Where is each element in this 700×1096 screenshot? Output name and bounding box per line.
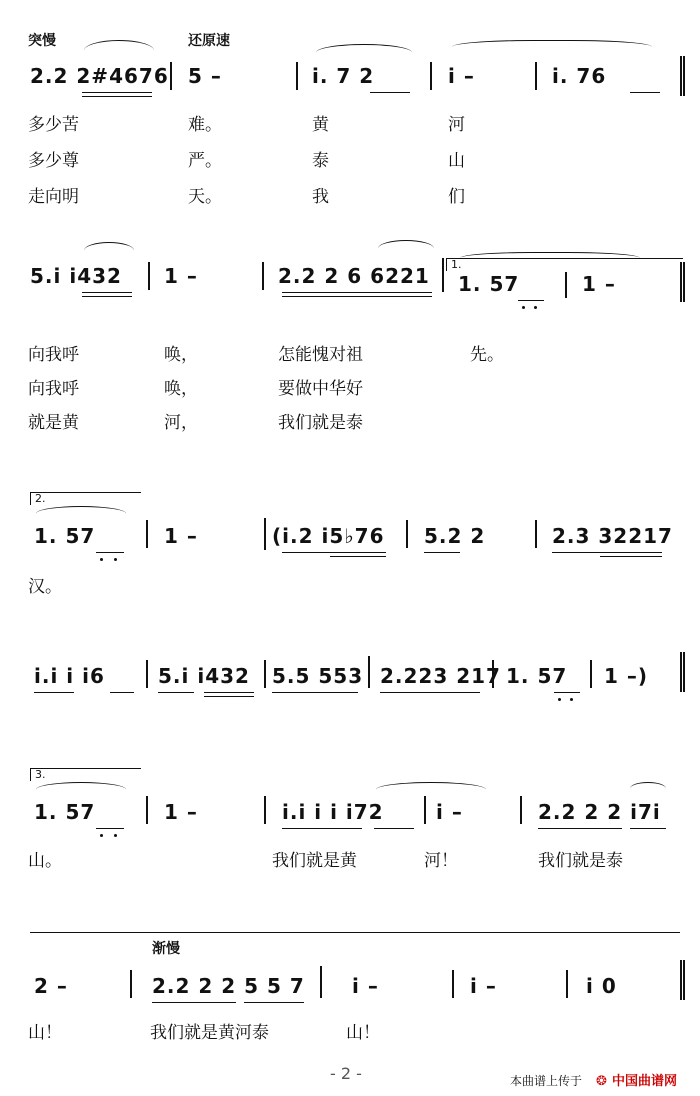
lyric: 山！ bbox=[28, 1023, 62, 1043]
measure: 2.2 2 2 i7i bbox=[538, 800, 661, 824]
underline bbox=[110, 692, 134, 693]
measure: 5.2 2 bbox=[424, 524, 486, 548]
measure: 5.i i432 bbox=[30, 264, 122, 288]
underline bbox=[282, 292, 432, 293]
barline bbox=[566, 970, 568, 998]
underline bbox=[82, 292, 132, 293]
measure: 5.i i432 bbox=[158, 664, 250, 688]
underline bbox=[96, 552, 124, 553]
lyric: 我们就是泰 bbox=[538, 851, 623, 871]
volta-bracket bbox=[30, 492, 141, 505]
lyric: 多少尊 bbox=[28, 151, 79, 171]
lyric: 怎能愧对祖 bbox=[278, 345, 363, 365]
slur bbox=[84, 242, 134, 259]
measure: i – bbox=[448, 64, 475, 88]
barline bbox=[424, 796, 426, 824]
underline bbox=[600, 556, 662, 557]
barline bbox=[148, 262, 150, 290]
lyric: 泰 bbox=[312, 151, 329, 171]
measure: 1 – bbox=[164, 800, 198, 824]
lyric: 我们就是泰 bbox=[278, 413, 363, 433]
octave-dot bbox=[100, 558, 103, 561]
measure: 1. 57 bbox=[34, 800, 96, 824]
tie bbox=[36, 782, 126, 797]
upload-note: 本曲谱上传于 bbox=[510, 1074, 583, 1088]
underline bbox=[82, 92, 152, 93]
volta-bracket bbox=[30, 768, 141, 781]
lyric: 唤， bbox=[164, 379, 198, 399]
site-logo bbox=[596, 1070, 677, 1089]
underline bbox=[630, 828, 666, 829]
underline bbox=[244, 1002, 304, 1003]
underline bbox=[424, 552, 460, 553]
octave-dot bbox=[570, 698, 573, 701]
lyric: 河， bbox=[164, 413, 198, 433]
measure: 1 – bbox=[582, 272, 616, 296]
logo-icon: ❂ bbox=[596, 1074, 607, 1089]
tempo-original: 还原速 bbox=[188, 33, 230, 49]
underline bbox=[552, 552, 662, 553]
barline bbox=[520, 796, 522, 824]
lyric: 山！ bbox=[346, 1023, 380, 1043]
final-barline bbox=[680, 960, 689, 1000]
volta-number: 1. bbox=[451, 258, 462, 271]
underline bbox=[158, 692, 194, 693]
barline bbox=[442, 258, 444, 292]
lyric: 黄 bbox=[312, 115, 329, 135]
underline bbox=[330, 556, 386, 557]
underline bbox=[374, 828, 414, 829]
measure: 2 – bbox=[34, 974, 68, 998]
octave-dot bbox=[114, 834, 117, 837]
measure: 5.5 553 bbox=[272, 664, 364, 688]
measure: 1 –) bbox=[604, 664, 649, 688]
octave-dot bbox=[534, 306, 537, 309]
measure: (i.2 i5♭76 bbox=[272, 524, 385, 548]
volta-number: 2. bbox=[35, 492, 46, 505]
barline bbox=[264, 796, 266, 824]
measure: i – bbox=[352, 974, 379, 998]
measure: 1 – bbox=[164, 524, 198, 548]
underline bbox=[554, 692, 580, 693]
octave-dot bbox=[114, 558, 117, 561]
barline bbox=[452, 970, 454, 998]
underline bbox=[282, 552, 386, 553]
barline bbox=[130, 970, 132, 998]
measure: 2.2 2 6 6221 bbox=[278, 264, 430, 288]
lyric: 走向明 bbox=[28, 187, 79, 207]
barline bbox=[565, 272, 567, 298]
lyric: 河！ bbox=[424, 851, 458, 871]
page-number: - 2 - bbox=[330, 1064, 362, 1083]
barline bbox=[262, 262, 264, 290]
measure: 2.2 2#4676 bbox=[30, 64, 169, 88]
octave-dot bbox=[558, 698, 561, 701]
tie bbox=[30, 932, 680, 933]
measure: 1 – bbox=[164, 264, 198, 288]
tempo-slow-2: 渐慢 bbox=[152, 941, 180, 957]
measure: i 0 bbox=[586, 974, 617, 998]
underline bbox=[538, 828, 622, 829]
barline bbox=[146, 796, 148, 824]
measure: i.i i i6 bbox=[34, 664, 105, 688]
barline bbox=[590, 660, 592, 688]
slur bbox=[84, 40, 154, 61]
lyric: 我 bbox=[312, 187, 329, 207]
underline bbox=[96, 828, 124, 829]
barline bbox=[406, 520, 408, 548]
section-end bbox=[680, 56, 689, 96]
barline bbox=[170, 62, 172, 90]
slur bbox=[316, 44, 412, 61]
measure: 1. 57 bbox=[506, 664, 568, 688]
underline bbox=[204, 692, 254, 693]
lyric: 难。 bbox=[188, 115, 222, 135]
lyric: 我们就是黄河泰 bbox=[150, 1023, 269, 1043]
slur bbox=[376, 782, 486, 797]
slur bbox=[378, 240, 434, 257]
lyric: 天。 bbox=[188, 187, 222, 207]
lyric: 汉。 bbox=[28, 577, 62, 597]
lyric: 严。 bbox=[188, 151, 222, 171]
tie bbox=[36, 506, 126, 521]
barline bbox=[296, 62, 298, 90]
barline bbox=[264, 518, 266, 550]
measure: 5 – bbox=[188, 64, 222, 88]
lyric: 向我呼 bbox=[28, 345, 79, 365]
underline bbox=[282, 828, 362, 829]
measure: 2.3 32217 bbox=[552, 524, 673, 548]
lyric: 多少苦 bbox=[28, 115, 79, 135]
barline bbox=[146, 520, 148, 548]
measure: 1. 57 bbox=[34, 524, 96, 548]
lyric: 河 bbox=[448, 115, 465, 135]
barline bbox=[492, 660, 494, 688]
measure: i – bbox=[470, 974, 497, 998]
tempo-slow: 突慢 bbox=[28, 33, 56, 49]
lyric: 要做中华好 bbox=[278, 379, 363, 399]
repeat-end bbox=[680, 652, 689, 692]
lyric: 向我呼 bbox=[28, 379, 79, 399]
lyric: 山。 bbox=[28, 851, 62, 871]
measure: i.i i i i72 bbox=[282, 800, 384, 824]
barline bbox=[146, 660, 148, 688]
slur bbox=[630, 782, 666, 795]
barline bbox=[535, 62, 537, 90]
barline bbox=[368, 656, 370, 688]
octave-dot bbox=[100, 834, 103, 837]
barline bbox=[535, 520, 537, 548]
site-name: 中国曲谱网 bbox=[612, 1074, 678, 1089]
lyric: 唤， bbox=[164, 345, 198, 365]
measure: i. 76 bbox=[552, 64, 607, 88]
repeat-end bbox=[680, 262, 689, 302]
lyric: 先。 bbox=[470, 345, 504, 365]
underline bbox=[282, 296, 432, 297]
underline bbox=[272, 692, 358, 693]
lyric: 山 bbox=[448, 151, 465, 171]
underline bbox=[518, 300, 544, 301]
measure: 2.2 2 2 5 5 7 bbox=[152, 974, 305, 998]
barline bbox=[320, 966, 322, 998]
tie bbox=[452, 40, 652, 57]
underline bbox=[82, 296, 132, 297]
volta-number: 3. bbox=[35, 768, 46, 781]
underline bbox=[34, 692, 74, 693]
underline bbox=[380, 692, 480, 693]
underline bbox=[152, 1002, 236, 1003]
octave-dot bbox=[522, 306, 525, 309]
barline bbox=[264, 660, 266, 688]
measure: i. 7 2 bbox=[312, 64, 375, 88]
lyric: 们 bbox=[448, 187, 465, 207]
measure: i – bbox=[436, 800, 463, 824]
underline bbox=[370, 92, 410, 93]
lyric: 就是黄 bbox=[28, 413, 79, 433]
lyric: 我们就是黄 bbox=[272, 851, 357, 871]
underline bbox=[204, 696, 254, 697]
underline bbox=[630, 92, 660, 93]
measure: 1. 57 bbox=[458, 272, 520, 296]
tie bbox=[460, 252, 640, 267]
underline bbox=[82, 96, 152, 97]
measure: 2.223 217 bbox=[380, 664, 501, 688]
barline bbox=[430, 62, 432, 90]
